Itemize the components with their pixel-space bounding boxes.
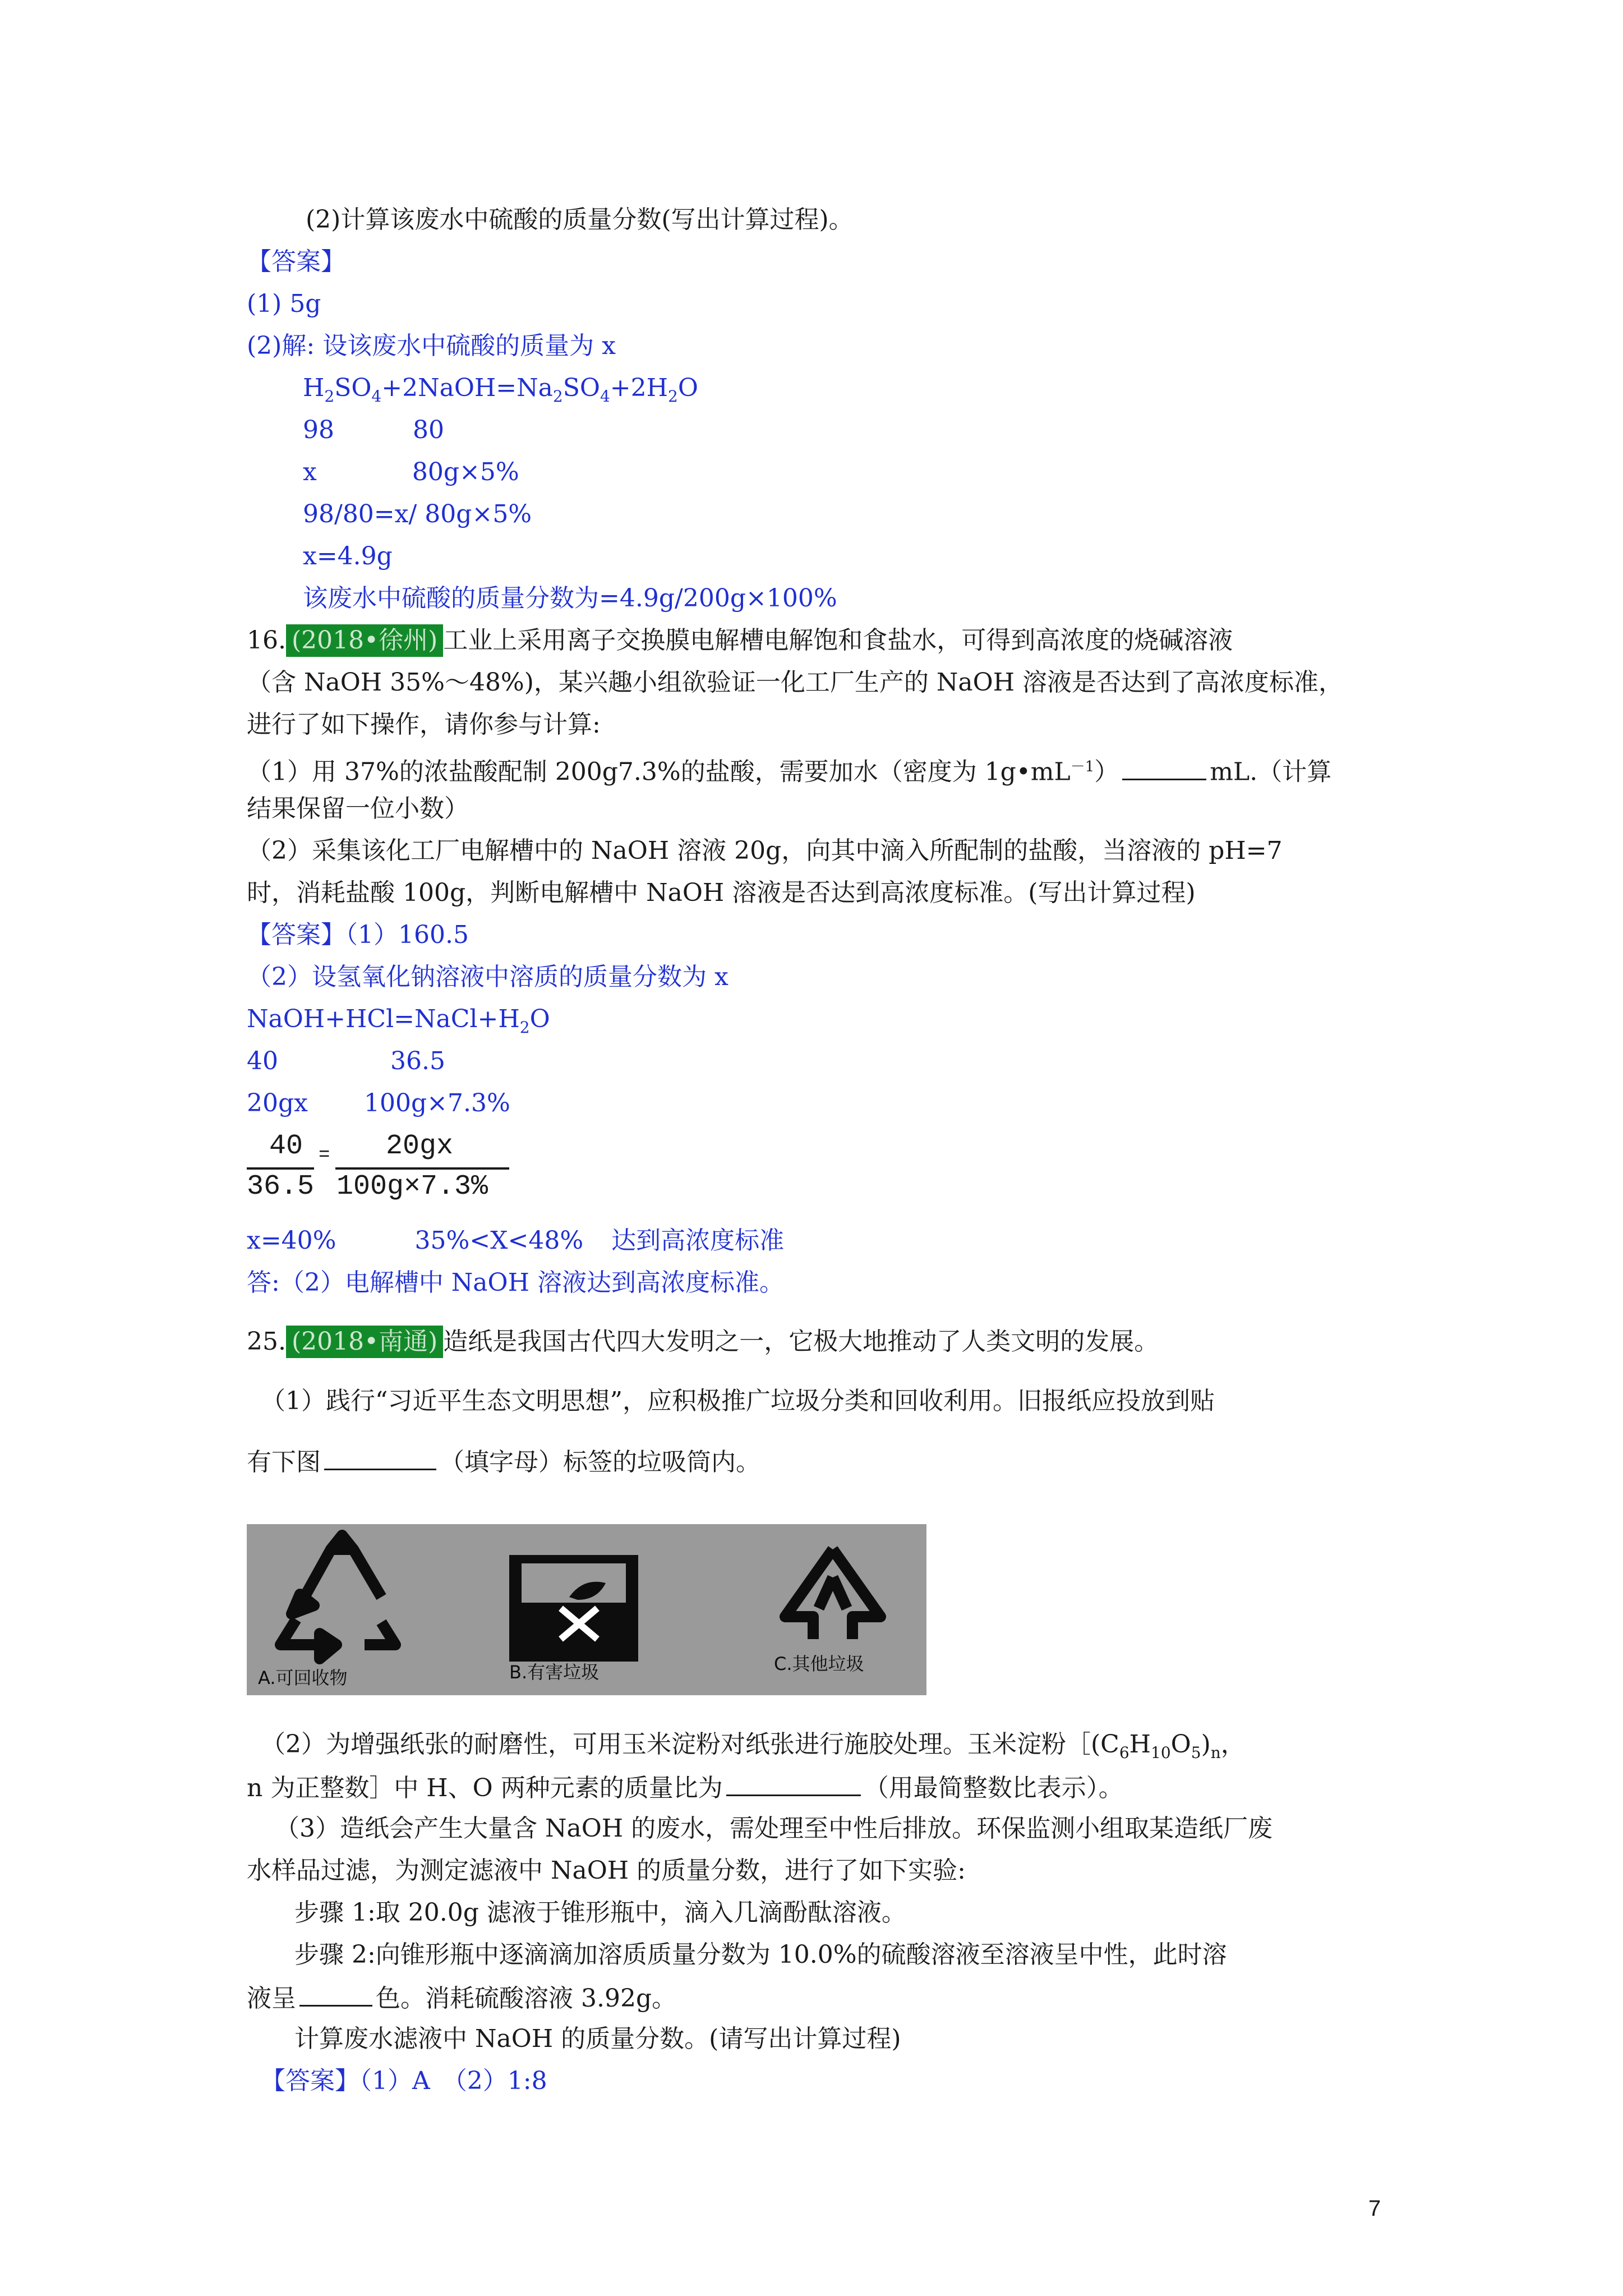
answer-line: x=4.9g (303, 542, 393, 570)
answer-line: (2)解: 设该废水中硫酸的质量为 x (247, 332, 616, 360)
fraction-denominator: 100g×7.3% (336, 1171, 488, 1203)
equals-sign: = (319, 1145, 330, 1166)
answer-heading: 【答案】 (247, 247, 345, 276)
question-text: 水样品过滤，为测定滤液中 NaOH 的质量分数，进行了如下实验: (247, 1856, 966, 1885)
source-tag: (2018•徐州) (286, 624, 443, 657)
ratio-row: 20gx 100g×7.3% (247, 1089, 510, 1117)
question-text: 时，消耗盐酸 100g，判断电解槽中 NaOH 溶液是否达到高浓度标准。(写出计算过程) (247, 878, 1196, 907)
q15-part2: (2)计算该废水中硫酸的质量分数(写出计算过程)。 (306, 205, 854, 234)
fraction-numerator: 40 (269, 1130, 303, 1162)
answer-line: 该废水中硫酸的质量分数为=4.9g/200g×100% (303, 584, 837, 613)
label-recyclable: A.可回收物 (258, 1667, 348, 1688)
question-part-2: （2）采集该化工厂电解槽中的 NaOH 溶液 20g，向其中滴入所配制的盐酸，当溶液的 pH=7 (247, 836, 1283, 865)
ratio-row: x 80g×5% (303, 458, 519, 486)
question-part-3: （3）造纸会产生大量含 NaOH 的废水，需处理至中性后排放。环保监测小组取某造纸厂废 (275, 1814, 1273, 1843)
ratio-row: 98 80 (303, 416, 444, 444)
waste-labels-figure (247, 1524, 926, 1695)
question-text: n 为正整数］中 H、O 两种元素的质量比为 （用最简整数比表示）。 (247, 1770, 1123, 1805)
step-2: 步骤 2:向锥形瓶中逐滴滴加溶质质量分数为 10.0%的硫酸溶液至溶液呈中性，此时溶 (294, 1940, 1227, 1969)
answer-blank[interactable] (324, 1444, 436, 1470)
question-number: 25. (247, 1327, 286, 1356)
page-number: 7 (1368, 2196, 1381, 2221)
label-hazardous: B.有害垃圾 (509, 1662, 600, 1683)
question-part-2: （2）为增强纸张的耐磨性，可用玉米淀粉对纸张进行施胶处理。玉米淀粉$[(C_6H_{10}O_5)_n$， (261, 1730, 1246, 1762)
step-1: 步骤 1:取 20.0g 滤液于锥形瓶中，滴入几滴酚酞溶液。 (294, 1898, 906, 1927)
question-16-stem: 16. (2018•徐州) 工业上采用离子交换膜电解槽电解饱和食盐水，可得到高浓度的烧碱溶液 (247, 624, 1233, 657)
label-other: C.其他垃圾 (774, 1653, 864, 1674)
question-text: （含 NaOH 35%～48%)，某兴趣小组欲验证一化工厂生产的 NaOH 溶液是否达到了高浓度标准， (247, 668, 1344, 697)
answer-line: (1) 5g (247, 289, 321, 318)
answer-line: （2）设氢氧化钠溶液中溶质的质量分数为 x (247, 963, 728, 991)
answer-line: 98/80=x/ 80g×5% (303, 500, 532, 528)
question-25-stem: 25. (2018•南通) 造纸是我国古代四大发明之一，它极大地推动了人类文明的发展。 (247, 1325, 1159, 1359)
question-text: 有下图 （填字母）标签的垃吸筒内。 (247, 1444, 760, 1479)
question-text: 进行了如下操作，请你参与计算: (247, 710, 601, 739)
recycle-icon (280, 1535, 395, 1659)
other-waste-icon (785, 1549, 880, 1639)
hazardous-icon (509, 1555, 638, 1662)
answer-line: 【答案】（1）A （2）1:8 (261, 2067, 547, 2095)
question-text: 结果保留一位小数） (247, 794, 469, 823)
answer-line: 【答案】（1）160.5 (247, 921, 469, 949)
answer-blank[interactable] (299, 1980, 372, 2007)
final-answer: 答:（2）电解槽中 NaOH 溶液达到高浓度标准。 (247, 1268, 784, 1297)
chemical-equation: $NaOH+HCl=NaCl+H_2O$ (247, 1005, 550, 1037)
fraction-numerator: 20gx (386, 1130, 454, 1162)
question-part-1: （1）用 37%的浓盐酸配制 200g7.3%的盐酸，需要加水（密度为 $1g•mL^{-1}$） mL.（计算 (247, 750, 1331, 789)
question-text: 液呈 色。消耗硫酸溶液 3.92g。 (247, 1980, 676, 2016)
question-part-1: （1）践行“习近平生态文明思想”，应积极推广垃圾分类和回收利用。旧报纸应投放到贴 (261, 1387, 1215, 1415)
chemical-equation: $H_2SO_4+2NaOH=Na_2SO_4+2H_2O$ (303, 374, 698, 406)
fraction-equation (247, 1130, 516, 1220)
step-3: 计算废水滤液中 NaOH 的质量分数。(请写出计算过程) (294, 2024, 901, 2053)
fraction-denominator: 36.5 (247, 1171, 315, 1203)
question-number: 16. (247, 626, 286, 655)
source-tag: (2018•南通) (286, 1326, 443, 1358)
conclusion-row: x=40% 35%<X<48% 达到高浓度标准 (247, 1226, 785, 1255)
waste-labels-svg (247, 1524, 926, 1695)
answer-blank[interactable] (1122, 754, 1206, 780)
ratio-row: 40 36.5 (247, 1047, 445, 1075)
answer-blank[interactable] (726, 1770, 861, 1796)
